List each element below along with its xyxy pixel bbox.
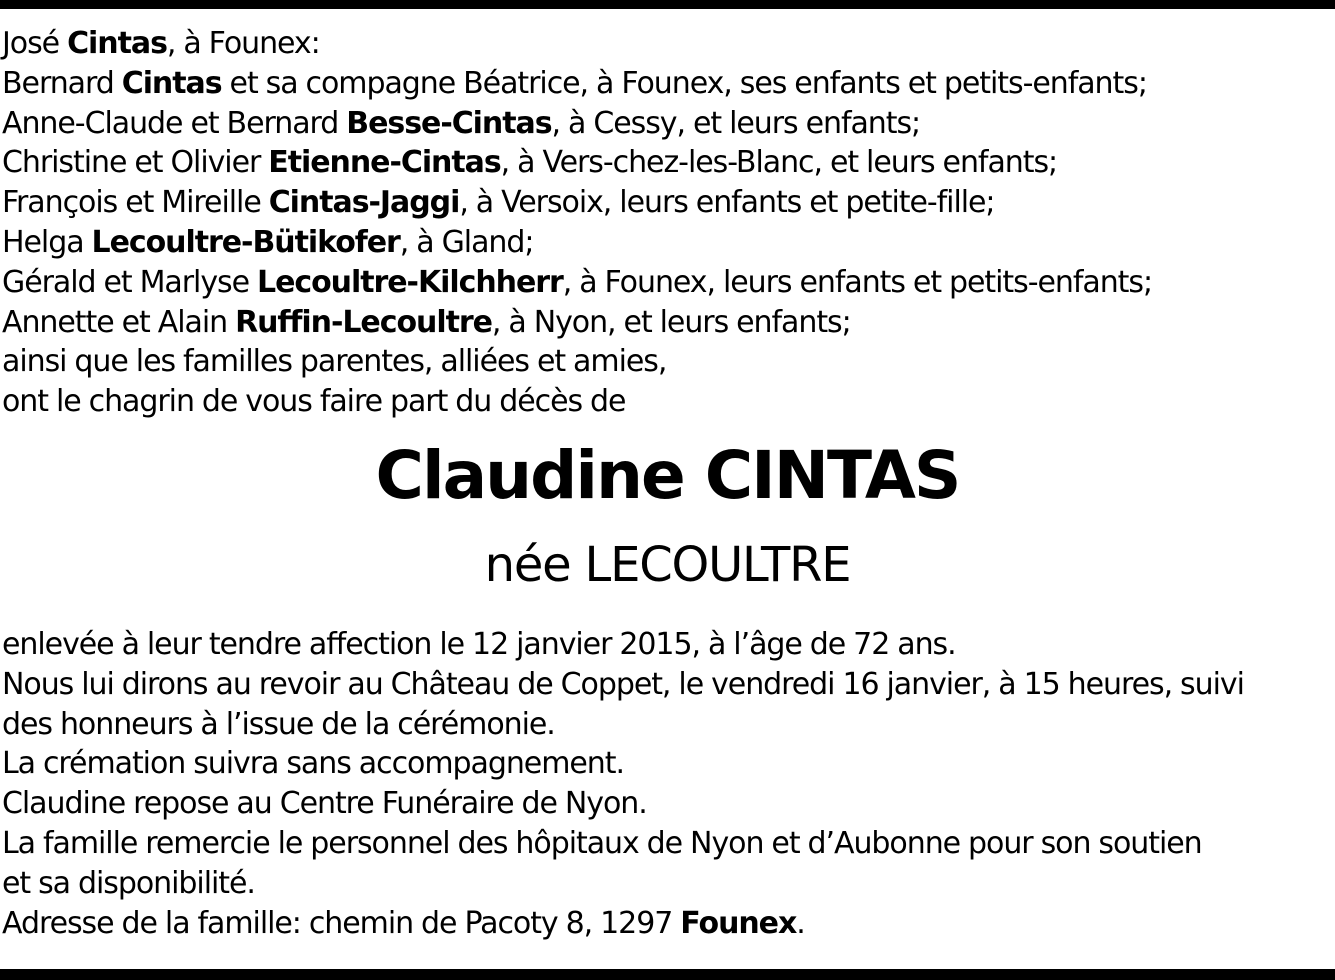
mourner-line xyxy=(2,223,1335,263)
mourner-line xyxy=(2,104,1335,144)
mourner-line xyxy=(2,143,1335,183)
mourner-line xyxy=(2,342,1335,382)
text-segment: Annette et Alain xyxy=(2,304,236,340)
bottom-rule xyxy=(0,969,1335,980)
text-segment: Bernard xyxy=(2,65,122,101)
text-segment: , à Versoix, leurs enfants et petite-fille; xyxy=(459,185,995,221)
text-segment: Nous lui dirons au revoir au Château de Coppet, le vendredi 16 janvier, à 15 heures, suivi xyxy=(2,666,1244,702)
family-name: Cintas xyxy=(67,26,167,61)
text-segment: , à Founex, leurs enfants et petits-enfants; xyxy=(562,264,1153,300)
family-name: Besse-Cintas xyxy=(346,105,552,141)
mourner-line xyxy=(2,263,1335,303)
text-segment: Helga xyxy=(2,224,92,260)
text-segment: enlevée à leur tendre affection le 12 janvier 2015, à l’âge de 72 ans. xyxy=(2,627,956,662)
maiden-name: née LECOULTRE xyxy=(484,537,851,593)
family-name: Ruffin-Lecoultre xyxy=(235,304,492,340)
family-name: Lecoultre-Kilchherr xyxy=(257,264,563,300)
text-segment: Anne-Claude et Bernard xyxy=(2,105,347,141)
announcement-details xyxy=(2,625,1335,943)
text-segment: , à Nyon, et leurs enfants; xyxy=(491,304,851,340)
text-segment: et sa compagne Béatrice, à Founex, ses enfants et petits-enfants; xyxy=(221,65,1147,101)
text-segment: , à Cessy, et leurs enfants; xyxy=(551,105,921,141)
detail-line xyxy=(2,904,1335,944)
text-segment: ainsi que les familles parentes, alliées et amies, xyxy=(2,344,667,380)
text-segment: ont le chagrin de vous faire part du décès de xyxy=(2,384,626,420)
text-segment: François et Mireille xyxy=(2,185,269,221)
mourner-line xyxy=(2,382,1335,422)
text-segment: Christine et Olivier xyxy=(2,145,269,181)
detail-line xyxy=(2,744,1335,784)
detail-line xyxy=(2,625,1335,665)
family-name: Etienne-Cintas xyxy=(268,145,501,181)
mourner-line xyxy=(2,303,1335,343)
mourner-line xyxy=(2,183,1335,223)
text-segment: Claudine repose au Centre Funéraire de Nyon. xyxy=(2,786,647,822)
text-segment: La crémation suivra sans accompagnement. xyxy=(2,746,624,782)
text-segment: La famille remercie le personnel des hôpitaux de Nyon et d’Aubonne pour son soutien xyxy=(2,825,1202,861)
detail-line xyxy=(2,705,1335,745)
detail-line xyxy=(2,824,1335,864)
family-name: Cintas xyxy=(121,65,222,101)
text-segment: et sa disponibilité. xyxy=(2,865,255,901)
text-segment: Adresse de la famille: chemin de Pacoty 8, 1297 xyxy=(2,905,681,941)
detail-line xyxy=(2,864,1335,904)
family-name: Lecoultre-Bütikofer xyxy=(91,224,400,260)
family-name: Founex xyxy=(680,905,797,941)
text-segment: José xyxy=(2,26,68,61)
text-segment: , à Vers-chez-les-Blanc, et leurs enfants; xyxy=(500,145,1058,181)
text-segment: , à Founex: xyxy=(166,26,320,61)
detail-line xyxy=(2,784,1335,824)
family-name: Cintas-Jaggi xyxy=(268,185,460,221)
deceased-name: Claudine CINTAS xyxy=(375,437,960,514)
top-rule xyxy=(0,0,1335,9)
text-segment: , à Gland; xyxy=(399,224,534,260)
mourners-list xyxy=(2,24,1335,422)
mourner-line xyxy=(2,64,1335,104)
detail-line xyxy=(2,665,1335,705)
text-segment: . xyxy=(796,905,805,941)
mourner-line xyxy=(2,24,1335,64)
text-segment: Gérald et Marlyse xyxy=(2,264,258,300)
text-segment: des honneurs à l’issue de la cérémonie. xyxy=(2,706,555,742)
